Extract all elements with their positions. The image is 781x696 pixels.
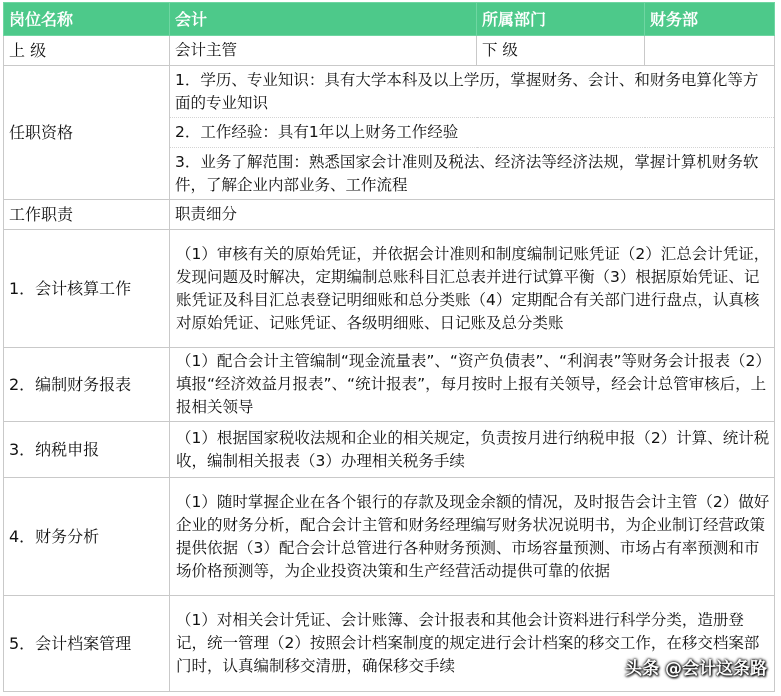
header-department-value: 财务部 bbox=[645, 3, 775, 36]
header-job-title-label: 岗位名称 bbox=[4, 3, 170, 36]
duty-row bbox=[4, 348, 775, 422]
duties-header-value: 职责细分 bbox=[170, 200, 775, 230]
header-job-title-value: 会计 bbox=[170, 3, 477, 36]
duty-row bbox=[4, 422, 775, 478]
header-row bbox=[4, 3, 775, 36]
qualification-row bbox=[4, 66, 775, 118]
duty-title: 5．会计档案管理 bbox=[4, 596, 170, 692]
duty-title: 4．财务分析 bbox=[4, 478, 170, 596]
duty-detail: （1）配合会计主管编制“现金流量表”、“资产负债表”、“利润表”等财务会计报表（2）填报“经济效益月报表”、“统计报表”，每月按时上报有关领导，经会计总管审核后，上报相关领导 bbox=[170, 348, 775, 422]
superior-label: 上 级 bbox=[4, 36, 170, 66]
superior-row bbox=[4, 36, 775, 66]
duty-detail: （1）审核有关的原始凭证，并依据会计准则和制度编制记账凭证（2）汇总会计凭证，发现问题及时解决，定期编制总账科目汇总表并进行试算平衡（3）根据原始凭证、记账凭证及科目汇总表登记明细账和总分类账（4）定期配合有关部门进行盘点，认真核对原始凭证、记账凭证、各级明细账、日记账及总分类账 bbox=[170, 230, 775, 348]
qualification-label: 任职资格 bbox=[4, 66, 170, 200]
watermark: 头条 @会计这条路 bbox=[625, 659, 767, 679]
duty-title: 3．纳税申报 bbox=[4, 422, 170, 478]
qualification-item: 1．学历、专业知识：具有大学本科及以上学历，掌握财务、会计、和财务电算化等方面的专业知识 bbox=[170, 66, 775, 118]
duties-header-row bbox=[4, 200, 775, 230]
subordinate-label: 下 级 bbox=[477, 36, 645, 66]
qualification-item: 3．业务了解范围：熟悉国家会计准则及税法、经济法等经济法规，掌握计算机财务软件，了解企业内部业务、工作流程 bbox=[170, 148, 775, 200]
duty-row bbox=[4, 478, 775, 596]
duty-row bbox=[4, 230, 775, 348]
duty-detail: （1）对相关会计凭证、会计账簿、会计报表和其他会计资料进行科学分类，造册登记，统一管理（2）按照会计档案制度的规定进行会计档案的移交工作，在移交档案部门时，认真编制移交清册，确保移交手续 bbox=[170, 596, 775, 692]
superior-value: 会计主管 bbox=[170, 36, 477, 66]
header-department-label: 所属部门 bbox=[477, 3, 645, 36]
qualification-item: 2．工作经验：具有1年以上财务工作经验 bbox=[170, 118, 775, 148]
duty-detail: （1）根据国家税收法规和企业的相关规定，负责按月进行纳税申报（2）计算、统计税收，编制相关报表（3）办理相关税务手续 bbox=[170, 422, 775, 478]
duty-detail: （1）随时掌握企业在各个银行的存款及现金余额的情况，及时报告会计主管（2）做好企业的财务分析，配合会计主管和财务经理编写财务状况说明书，为企业制订经营政策提供依据（3）配合会计总管进行各种财务预测、市场容量预测、市场占有率预测和市场价格预测等，为企业投资决策和生产经营活动提供可靠的依据 bbox=[170, 478, 775, 596]
subordinate-value bbox=[645, 36, 775, 66]
job-description-table bbox=[3, 2, 775, 692]
duty-title: 1．会计核算工作 bbox=[4, 230, 170, 348]
duties-header-label: 工作职责 bbox=[4, 200, 170, 230]
duty-title: 2．编制财务报表 bbox=[4, 348, 170, 422]
